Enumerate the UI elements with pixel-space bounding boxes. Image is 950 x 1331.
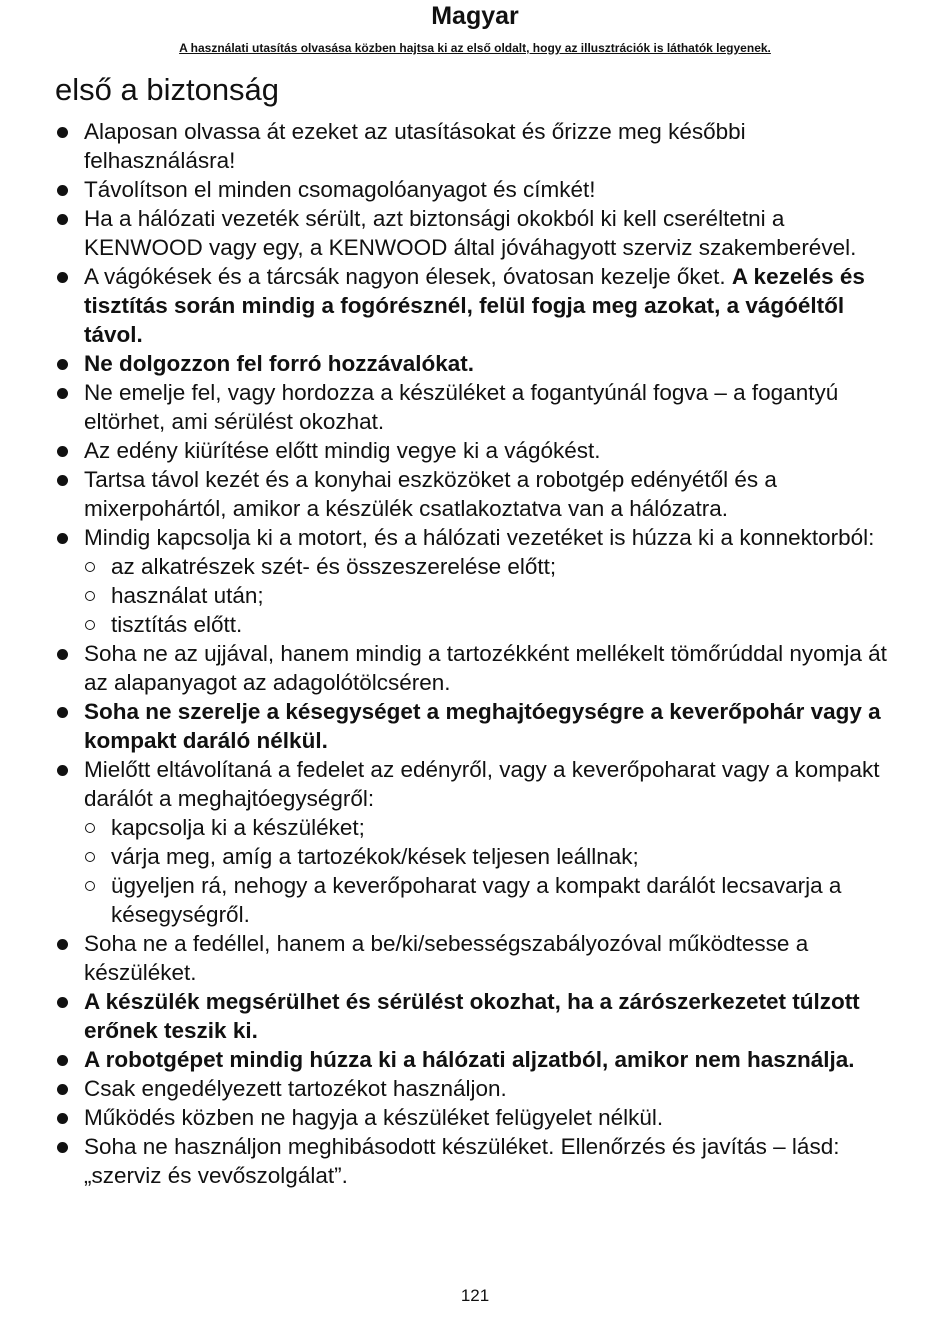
list-item — [56, 465, 901, 523]
bullet-icon — [57, 1113, 68, 1124]
bullet-icon — [57, 272, 68, 283]
sub-item-text: az alkatrészek szét- és összeszerelése előtt; — [111, 554, 557, 579]
sub-list-item — [56, 552, 901, 581]
circle-bullet-icon — [85, 852, 95, 862]
list-item — [56, 639, 901, 697]
list-item — [56, 987, 901, 1045]
item-bold-text: A robotgépet mindig húzza ki a hálózati aljzatból, amikor nem használja. — [84, 1047, 855, 1072]
item-text: Az edény kiürítése előtt mindig vegye ki a vágókést. — [84, 438, 601, 463]
list-item — [56, 175, 901, 204]
item-text: Alaposan olvassa át ezeket az utasításokat és őrizze meg későbbi felhasználásra! — [84, 119, 746, 173]
bullet-icon — [57, 127, 68, 138]
list-item — [56, 1074, 901, 1103]
bullet-icon — [57, 388, 68, 399]
sub-item-text: használat után; — [111, 583, 264, 608]
circle-bullet-icon — [85, 562, 95, 572]
bullet-icon — [57, 446, 68, 457]
bullet-icon — [57, 1055, 68, 1066]
sub-list-item — [56, 581, 901, 610]
bullet-icon — [57, 765, 68, 776]
fold-out-instruction: A használati utasítás olvasása közben hajtsa ki az első oldalt, hogy az illusztrációk is láthatók legyenek. — [179, 41, 771, 55]
sub-item-text: kapcsolja ki a készüléket; — [111, 815, 365, 840]
circle-bullet-icon — [85, 823, 95, 833]
item-bold-text: Ne dolgozzon fel forró hozzávalókat. — [84, 351, 475, 376]
bullet-icon — [57, 649, 68, 660]
sub-list-item — [56, 610, 901, 639]
item-bold-text: Soha ne szerelje a késegységet a meghajtóegységre a keverőpohár vagy a kompakt daráló nélkül. — [84, 699, 881, 753]
list-item — [56, 436, 901, 465]
bullet-icon — [57, 939, 68, 950]
bullet-icon — [57, 214, 68, 225]
sub-list-item — [56, 871, 901, 929]
circle-bullet-icon — [85, 591, 95, 601]
list-item — [56, 349, 901, 378]
item-text: Ne emelje fel, vagy hordozza a készüléket a fogantyúnál fogva – a fogantyú eltörhet, ami sérülést okozhat. — [84, 380, 839, 434]
item-text: Csak engedélyezett tartozékot használjon. — [84, 1076, 507, 1101]
list-item — [56, 697, 901, 755]
bullet-icon — [57, 1084, 68, 1095]
bullet-icon — [57, 359, 68, 370]
item-text: Soha ne az ujjával, hanem mindig a tartozékként mellékelt tömőrúddal nyomja át az alapanyagot az adagolótölcséren. — [84, 641, 887, 695]
bullet-icon — [57, 1142, 68, 1153]
item-text: Mielőtt eltávolítaná a fedelet az edényről, vagy a keverőpoharat vagy a kompakt darálót a meghajtóegységről: — [84, 757, 880, 811]
item-bold-text: A kezelés és tisztítás során mindig a fogórésznél, felül fogja meg azokat, a vágóéltől távol. — [84, 264, 865, 347]
list-item — [56, 378, 901, 436]
sub-item-text: várja meg, amíg a tartozékok/kések teljesen leállnak; — [111, 844, 639, 869]
list-item — [56, 1132, 901, 1190]
item-text: Soha ne a fedéllel, hanem a be/ki/sebességszabályozóval működtesse a készüléket. — [84, 931, 809, 985]
circle-bullet-icon — [85, 620, 95, 630]
sub-list-item — [56, 842, 901, 871]
list-item — [56, 1103, 901, 1132]
page-title: Magyar — [431, 2, 519, 30]
list-item — [56, 262, 901, 349]
item-text: Távolítson el minden csomagolóanyagot és címkét! — [84, 177, 596, 202]
section-heading: első a biztonság — [55, 72, 280, 107]
list-item — [56, 204, 901, 262]
bullet-icon — [57, 997, 68, 1008]
list-item — [56, 929, 901, 987]
list-item — [56, 755, 901, 813]
list-item — [56, 523, 901, 552]
bullet-icon — [57, 475, 68, 486]
item-bold-text: A készülék megsérülhet és sérülést okozhat, ha a zárószerkezetet túlzott erőnek teszik ki. — [84, 989, 860, 1043]
bullet-icon — [57, 707, 68, 718]
item-text: Ha a hálózati vezeték sérült, azt biztonsági okokból ki kell cseréltetni a KENWOOD vagy egy, a KENWOOD által jóváhagyott szerviz szakemberével. — [84, 206, 857, 260]
item-text: Mindig kapcsolja ki a motort, és a hálózati vezetéket is húzza ki a konnektorból: — [84, 525, 875, 550]
sub-item-text: tisztítás előtt. — [111, 612, 243, 637]
bullet-icon — [57, 533, 68, 544]
item-text: Működés közben ne hagyja a készüléket felügyelet nélkül. — [84, 1105, 664, 1130]
page-number: 121 — [460, 1286, 490, 1305]
item-text: Soha ne használjon meghibásodott készüléket. Ellenőrzés és javítás – lásd: „szerviz és vevőszolgálat”. — [84, 1134, 840, 1188]
safety-list — [56, 117, 901, 1190]
circle-bullet-icon — [85, 881, 95, 891]
sub-list-item — [56, 813, 901, 842]
item-text: A vágókések és a tárcsák nagyon élesek, óvatosan kezelje őket. — [84, 264, 732, 289]
sub-item-text: ügyeljen rá, nehogy a keverőpoharat vagy a kompakt darálót lecsavarja a késegységről. — [111, 873, 842, 927]
item-text: Tartsa távol kezét és a konyhai eszközöket a robotgép edényétől és a mixerpohártól, amikor a készülék csatlakoztatva van a hálózatra. — [84, 467, 777, 521]
bullet-icon — [57, 185, 68, 196]
list-item — [56, 117, 901, 175]
list-item — [56, 1045, 901, 1074]
